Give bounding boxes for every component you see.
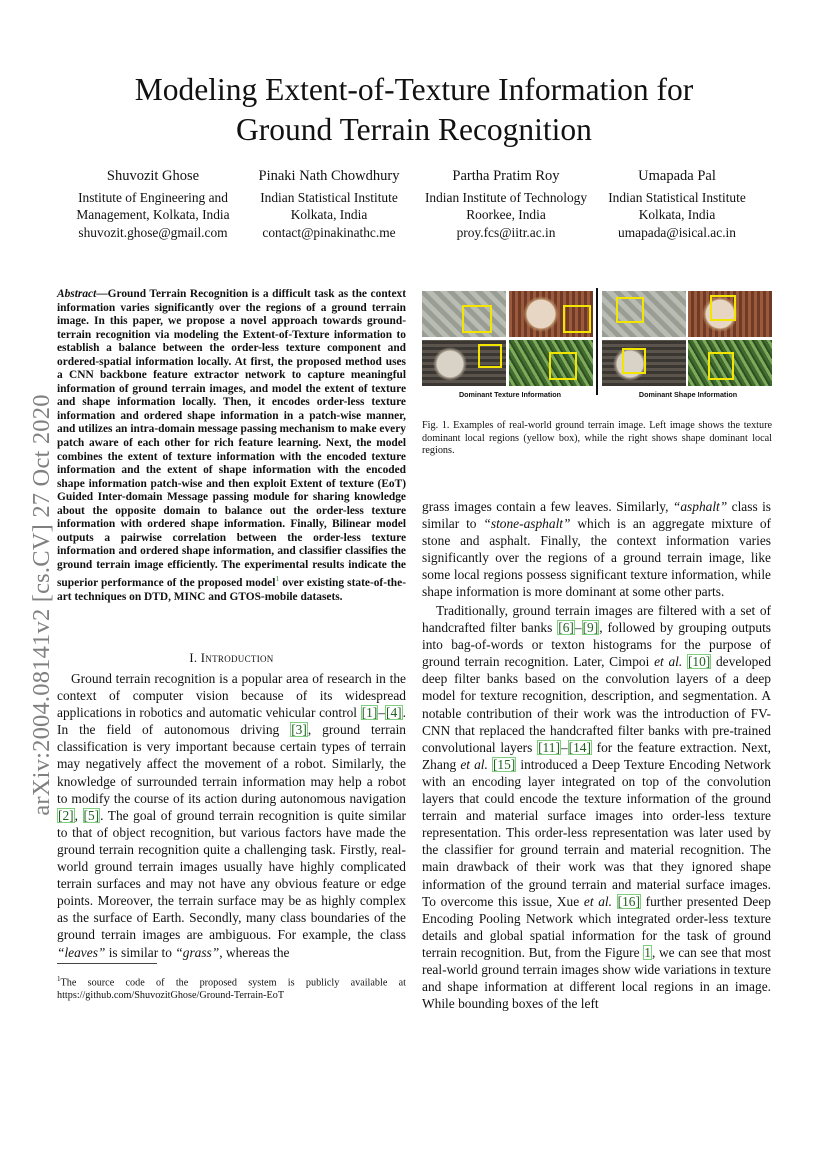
abstract-dash: — xyxy=(96,288,108,300)
author-affiliation: Management, Kolkata, India xyxy=(76,207,230,222)
author-email: shuvozit.ghose@gmail.com xyxy=(78,224,228,240)
text: et al. xyxy=(460,756,488,772)
author-name: Pinaki Nath Chowdhury xyxy=(258,168,400,184)
terrain-image xyxy=(688,291,772,337)
highlight-box xyxy=(549,352,577,380)
author-affiliation: Roorkee, India xyxy=(466,207,546,222)
section-numeral: I. xyxy=(189,651,201,665)
text: is similar to xyxy=(105,944,176,960)
intro-right-column xyxy=(422,602,771,1012)
author-affiliation: Kolkata, India xyxy=(290,207,368,222)
section-heading xyxy=(57,651,406,666)
author-name: Shuvozit Ghose xyxy=(106,168,200,184)
author-affiliation: Kolkata, India xyxy=(638,207,716,222)
author-email: contact@pinakinathc.me xyxy=(262,224,396,240)
text: class is similar to xyxy=(422,499,772,532)
text: “grass” xyxy=(175,944,220,960)
text: – xyxy=(560,739,568,755)
citation-link[interactable]: [6] xyxy=(558,620,574,636)
terrain-image xyxy=(509,291,593,337)
footnote-mark: 1 xyxy=(57,975,61,983)
text: . The goal of ground terrain recognition is quite similar to that of object recognition, but various factors have made the ground terrain recognition quite a challenging task. Firstly, real-world ground terrain images usually have highly complicated terrain surfaces and may not have any obvious feature or edge points. Moreover, the terrain surface may be as highly complex as the surface of Earth. Secondly, many class boundaries of the ground terrain images are ambiguous. For example, the class xyxy=(57,807,406,943)
paragraph xyxy=(422,602,771,1012)
intro-left-column xyxy=(57,670,406,961)
figure-label-left: Dominant Texture Information xyxy=(458,390,562,399)
figure-caption: Fig. 1. Examples of real-world ground terrain image. Left image shows the texture dominant local regions (yellow box), while the right shows shape dominant local regions. xyxy=(422,420,772,457)
text: “asphalt” xyxy=(672,499,728,514)
figure-link[interactable]: 1 xyxy=(644,944,651,960)
author-affiliation: Indian Institute of Technology xyxy=(424,189,588,205)
citation-link[interactable]: [14] xyxy=(568,739,591,755)
text: , followed by grouping outputs into bag-of-words or texton histograms for the purpose of ground terrain recognition. Later, Cimpoi xyxy=(422,620,772,670)
author-block-1 xyxy=(53,168,253,241)
text: . In the field of autonomous driving xyxy=(57,705,406,738)
citation-link[interactable]: [3] xyxy=(291,722,307,738)
highlight-box xyxy=(710,295,736,321)
highlight-box xyxy=(622,348,646,374)
text: , xyxy=(74,807,83,823)
citation-link[interactable]: [11] xyxy=(538,739,560,755)
paragraph xyxy=(57,670,406,961)
citation-link[interactable]: [4] xyxy=(386,705,402,721)
text: further presented Deep Encoding Pooling Network which integrated order-less texture details and global spatial information for the task of ground terrain recognition. But, from the Figure xyxy=(422,893,771,960)
text: “stone-asphalt” xyxy=(483,516,571,532)
author-affiliation: Indian Statistical Institute xyxy=(608,189,746,205)
author-name: Umapada Pal xyxy=(638,168,716,184)
citation-link[interactable]: [9] xyxy=(582,620,599,636)
title-line-2: Ground Terrain Recognition xyxy=(236,112,592,147)
footnote-link[interactable]: 1 xyxy=(275,574,280,584)
footnote-rule xyxy=(57,963,157,964)
author-block-3 xyxy=(406,168,606,241)
arxiv-stamp-text: arXiv:2004.08141v2 [cs.CV] 27 Oct 2020 xyxy=(28,394,55,816)
paper-title xyxy=(60,70,768,150)
citation-link[interactable]: [16] xyxy=(617,893,640,909)
footnote-text: The source code of the proposed system is publicly available at https://github.com/ShuvozitGhose/Ground-Terrain-EoT xyxy=(57,977,406,1002)
figure-1 xyxy=(420,288,772,401)
paragraph xyxy=(422,498,771,601)
terrain-image xyxy=(422,291,506,337)
highlight-box xyxy=(563,305,591,333)
author-affiliation: Indian Statistical Institute xyxy=(260,189,398,205)
text: , ground terrain classification is very important because certain types of terrain may negatively affect the movement of a robot. Similarly, the knowledge of surrounded terrain information may help a robot to modify the course of its action during autonomous navigation xyxy=(57,722,407,806)
abstract-text: Ground Terrain Recognition is a difficult task as the context information varies significantly over the regions of a ground terrain image. In this paper, we propose a novel approach towards ground-terrain recognition via modeling the Extent-of-Texture information to establish a balance between the order-less texture component and ordered-spatial information locally. At first, the proposed method uses a CNN backbone feature extractor network to capture meaningful information of ground terrain images, and model the extent of texture and shape information locally. Then, it encodes order-less texture information and ordered shape information in a patch-wise manner, and utilizes an intra-domain message passing mechanism to make every patch aware of each other for rich feature learning. Next, the model combines the extent of texture information with the encoded texture information and the extent of shape information with the encoded shape information patch-wise and then exploit Extent of texture (EoT) Guided Inter-domain Message passing module for sharing knowledge about the opposite domain to balance out the order-less texture information with ordered shape information. Finally, Bilinear model outputs a pairwise correlation between the order-less texture information and ordered shape information, and classifier classifies the ground terrain image efficiently. The experimental results indicate the superior performance of the proposed model xyxy=(57,288,406,590)
terrain-image xyxy=(509,340,593,386)
text: “leaves” xyxy=(57,944,106,960)
author-email: umapada@isical.ac.in xyxy=(618,224,736,240)
terrain-image xyxy=(688,340,772,386)
terrain-image xyxy=(422,340,506,386)
author-block-4 xyxy=(577,168,777,241)
highlight-box xyxy=(478,344,502,368)
citation-link[interactable]: [2] xyxy=(58,807,74,823)
footnote xyxy=(57,973,406,1003)
text: grass images contain a few leaves. Similarly, xyxy=(422,499,673,514)
abstract-text: over existing state-of-the-art techniques on DTD, MINC and GTOS-mobile datasets. xyxy=(57,577,406,603)
citation-link[interactable]: [5] xyxy=(83,807,100,823)
highlight-box xyxy=(708,352,734,380)
text: which is an aggregate mixture of stone and asphalt. Finally, the context information varies significantly over the regions of a ground terrain image, like some local regions possess significant texture information, while shape information is more dominant at some other parts. xyxy=(422,516,771,600)
text: – xyxy=(378,705,386,721)
text: for the feature extraction. Next, Zhang xyxy=(422,739,772,772)
abstract-heading: Abstract xyxy=(57,288,97,300)
text: Traditionally, ground terrain images are filtered with a set of handcrafted filter banks xyxy=(422,603,771,636)
text: , we can see that most real-world ground terrain images show wide variations in texture and shape information at different local regions in an image. While bounding boxes of the left xyxy=(422,944,771,1012)
arxiv-stamp xyxy=(22,360,62,850)
intro-right-column-top xyxy=(422,498,771,601)
text: introduced a Deep Texture Encoding Network with an encoding layer integrated on top of the convolution layers that could encode the texture information of the ground terrain and material surface images into order-less texture representation. This order-less representation was later used by the classifier for ground terrain and material recognition. The main drawback of their work was that they ignored shape information of the ground terrain and material surface images. To overcome this issue, Xue xyxy=(422,756,771,909)
figure-divider xyxy=(596,288,598,395)
terrain-image xyxy=(602,340,686,386)
text: , whereas the xyxy=(219,944,290,960)
text: et al. xyxy=(654,654,683,670)
citation-link[interactable]: [1] xyxy=(361,705,378,721)
abstract xyxy=(57,288,406,604)
citation-link[interactable]: [15] xyxy=(492,756,516,772)
author-name: Partha Pratim Roy xyxy=(452,168,560,184)
highlight-box xyxy=(616,297,644,323)
text: developed deep filter banks based on the convolution layers of a deep model for texture recognition, description, and segmentation. A notable contribution of their work was the introduction of FV-CNN that replaced the handcrafted filter banks with pre-trained convolutional layers xyxy=(422,654,772,755)
author-affiliation: Institute of Engineering and xyxy=(78,189,228,205)
terrain-image xyxy=(602,291,686,337)
title-line-1: Modeling Extent-of-Texture Information for xyxy=(134,72,694,107)
author-email: proy.fcs@iitr.ac.in xyxy=(456,224,556,240)
highlight-box xyxy=(462,305,492,333)
author-block-2 xyxy=(229,168,429,241)
figure-label-right: Dominant Shape Information xyxy=(638,390,738,399)
citation-link[interactable]: [10] xyxy=(687,654,711,670)
text: – xyxy=(574,620,582,636)
section-title: Introduction xyxy=(200,651,274,665)
text: et al. xyxy=(583,893,612,909)
text: Ground terrain recognition is a popular area of research in the context of computer vision because of its widespread applications in robotics and automatic vehicular control xyxy=(57,671,406,721)
